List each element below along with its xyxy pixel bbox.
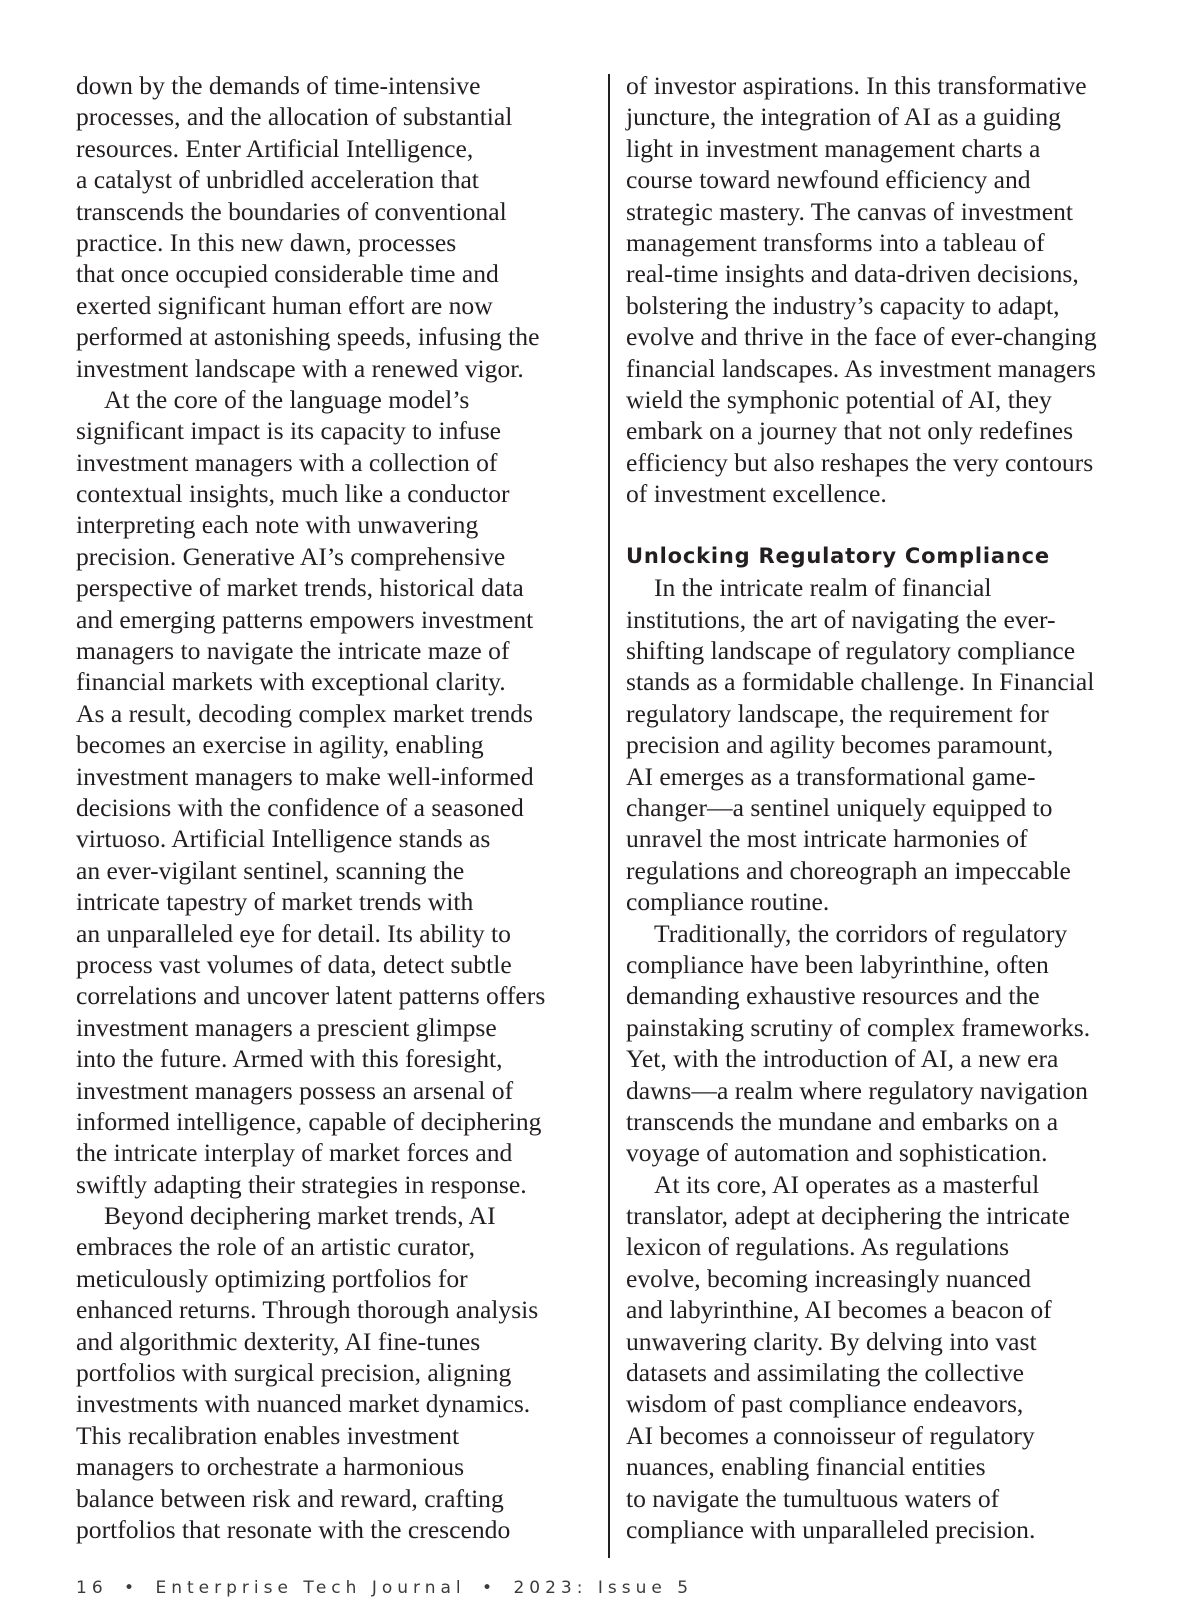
text-line: regulations and choreograph an impeccable [626, 855, 1071, 885]
section-body [626, 572, 1146, 1545]
text-line: managers to orchestrate a harmonious [76, 1452, 465, 1482]
footer-separator: • [482, 1578, 498, 1598]
text-line: stands as a formidable challenge. In Financial [626, 667, 1095, 697]
text-line: contextual insights, much like a conductor [76, 479, 510, 509]
paragraph [76, 1200, 596, 1545]
text-line: embraces the role of an artistic curator, [76, 1232, 476, 1262]
text-line: unwavering clarity. By delving into vast [626, 1326, 1037, 1356]
text-line: correlations and uncover latent patterns offers [76, 981, 546, 1011]
section-heading: Unlocking Regulatory Compliance [626, 543, 1050, 568]
paragraph [76, 70, 596, 384]
section-spacer [626, 509, 1146, 540]
text-line: meticulously optimizing portfolios for [76, 1263, 468, 1293]
text-line: dawns—a realm where regulatory navigation [626, 1075, 1088, 1105]
page-footer [76, 1578, 693, 1598]
text-line: AI emerges as a transformational game- [626, 761, 1036, 791]
text-line: At the core of the language model’s [104, 384, 470, 414]
page-number: 16 [76, 1578, 108, 1598]
text-line: investment managers a prescient glimpse [76, 1012, 497, 1042]
text-line: demanding exhaustive resources and the [626, 981, 1040, 1011]
text-line: institutions, the art of navigating the ever- [626, 604, 1056, 634]
text-line: enhanced returns. Through thorough analysis [76, 1295, 539, 1325]
text-line: investment managers with a collection of [76, 447, 498, 477]
text-line: course toward newfound efficiency and [626, 165, 1031, 195]
text-line: wield the symphonic potential of AI, they [626, 384, 1052, 414]
right-column [626, 70, 1146, 1545]
text-line: investment managers to make well-informed [76, 761, 534, 791]
intro-paragraph [626, 70, 1146, 509]
text-line: of investment excellence. [626, 479, 887, 509]
text-line: and labyrinthine, AI becomes a beacon of [626, 1295, 1052, 1325]
text-line: At its core, AI operates as a masterful [654, 1169, 1040, 1199]
text-line: regulatory landscape, the requirement for [626, 698, 1049, 728]
text-line: portfolios that resonate with the crescendo [76, 1514, 511, 1544]
text-line: process vast volumes of data, detect subtle [76, 949, 512, 979]
text-line: Beyond deciphering market trends, AI [104, 1201, 496, 1231]
text-line: Yet, with the introduction of AI, a new era [626, 1044, 1059, 1074]
text-line: practice. In this new dawn, processes [76, 227, 457, 257]
paragraph [76, 384, 596, 1200]
text-line: becomes an exercise in agility, enabling [76, 730, 484, 760]
paragraph [626, 918, 1146, 1169]
text-line: an unparalleled eye for detail. Its ability to [76, 918, 511, 948]
text-line: virtuoso. Artificial Intelligence stands as [76, 824, 491, 854]
text-line: shifting landscape of regulatory compliance [626, 636, 1076, 666]
text-line: an ever-vigilant sentinel, scanning the [76, 855, 465, 885]
text-line: precision. Generative AI’s comprehensive [76, 541, 506, 571]
text-line: investment landscape with a renewed vigor. [76, 353, 524, 383]
paragraph [626, 1169, 1146, 1546]
text-line: portfolios with surgical precision, aligning [76, 1358, 512, 1388]
text-line: management transforms into a tableau of [626, 227, 1045, 257]
text-line: to navigate the tumultuous waters of [626, 1483, 1000, 1513]
text-line: decisions with the confidence of a seasoned [76, 792, 524, 822]
text-line: informed intelligence, capable of deciphering [76, 1106, 542, 1136]
text-line: interpreting each note with unwavering [76, 510, 479, 540]
text-line: processes, and the allocation of substantial [76, 102, 513, 132]
text-line: Traditionally, the corridors of regulatory [654, 918, 1068, 948]
text-line: real-time insights and data-driven decisions, [626, 259, 1079, 289]
text-line: performed at astonishing speeds, infusing the [76, 322, 540, 352]
text-line: precision and agility becomes paramount, [626, 730, 1054, 760]
left-column [76, 70, 596, 1545]
text-line: financial landscapes. As investment managers [626, 353, 1096, 383]
text-line: financial markets with exceptional clarity. [76, 667, 506, 697]
text-line: light in investment management charts a [626, 133, 1041, 163]
text-line: swiftly adapting their strategies in response. [76, 1169, 527, 1199]
text-line: embark on a journey that not only redefines [626, 416, 1074, 446]
text-line: strategic mastery. The canvas of investment [626, 196, 1074, 226]
text-line: perspective of market trends, historical data [76, 573, 524, 603]
text-line: compliance have been labyrinthine, often [626, 949, 1049, 979]
text-line: managers to navigate the intricate maze of [76, 636, 510, 666]
text-line: transcends the mundane and embarks on a [626, 1106, 1059, 1136]
text-line: significant impact is its capacity to infuse [76, 416, 502, 446]
text-line: a catalyst of unbridled acceleration that [76, 165, 479, 195]
text-line: compliance with unparalleled precision. [626, 1514, 1036, 1544]
text-line: voyage of automation and sophistication. [626, 1138, 1048, 1168]
text-line: and emerging patterns empowers investment [76, 604, 534, 634]
text-line: investment managers possess an arsenal of [76, 1075, 514, 1105]
text-line: datasets and assimilating the collective [626, 1358, 1025, 1388]
text-line: and algorithmic dexterity, AI fine-tunes [76, 1326, 481, 1356]
text-line: down by the demands of time-intensive [76, 71, 481, 100]
text-line: evolve and thrive in the face of ever-changing [626, 322, 1097, 352]
text-line: that once occupied considerable time and [76, 259, 499, 289]
text-line: intricate tapestry of market trends with [76, 887, 474, 917]
text-line: balance between risk and reward, crafting [76, 1483, 504, 1513]
footer-separator: • [124, 1578, 140, 1598]
text-line: In the intricate realm of financial [654, 573, 992, 603]
text-line: This recalibration enables investment [76, 1420, 460, 1450]
publication-name: Enterprise Tech Journal [155, 1578, 466, 1598]
text-line: bolstering the industry’s capacity to adapt, [626, 290, 1060, 320]
text-line: AI becomes a connoisseur of regulatory [626, 1420, 1035, 1450]
text-line: unravel the most intricate harmonies of [626, 824, 1028, 854]
text-line: translator, adept at deciphering the intricate [626, 1201, 1070, 1231]
text-line: changer—a sentinel uniquely equipped to [626, 792, 1053, 822]
text-line: into the future. Armed with this foresight, [76, 1044, 503, 1074]
text-line: transcends the boundaries of conventional [76, 196, 507, 226]
text-line: As a result, decoding complex market trends [76, 698, 534, 728]
paragraph [626, 572, 1146, 917]
text-line: juncture, the integration of AI as a guiding [626, 102, 1061, 132]
column-divider [608, 74, 610, 1558]
text-line: evolve, becoming increasingly nuanced [626, 1263, 1032, 1293]
issue-label: 2023: Issue 5 [513, 1578, 694, 1598]
text-line: of investor aspirations. In this transformative [626, 71, 1087, 100]
text-line: efficiency but also reshapes the very contours [626, 447, 1094, 477]
text-line: painstaking scrutiny of complex frameworks. [626, 1012, 1091, 1042]
text-line: exerted significant human effort are now [76, 290, 493, 320]
paragraph [626, 70, 1146, 509]
text-line: resources. Enter Artificial Intelligence, [76, 133, 474, 163]
text-line: nuances, enabling financial entities [626, 1452, 986, 1482]
text-line: the intricate interplay of market forces and [76, 1138, 513, 1168]
text-line: lexicon of regulations. As regulations [626, 1232, 1010, 1262]
text-line: investments with nuanced market dynamics. [76, 1389, 531, 1419]
text-line: compliance routine. [626, 887, 830, 917]
text-line: wisdom of past compliance endeavors, [626, 1389, 1024, 1419]
